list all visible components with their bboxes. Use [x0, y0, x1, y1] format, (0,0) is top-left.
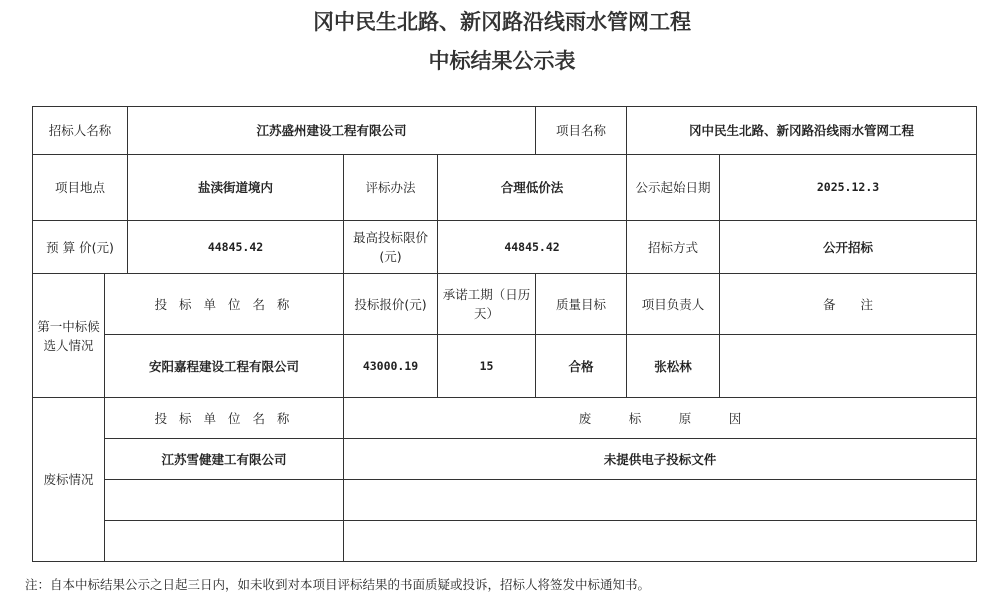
- table-row: [33, 439, 977, 480]
- publish-date-label: 公示起始日期: [627, 155, 720, 221]
- candidate-name: 安阳嘉程建设工程有限公司: [105, 335, 344, 398]
- document-subtitle: 中标结果公示表: [428, 48, 576, 73]
- first-candidate-label: 第一中标候选人情况: [33, 274, 105, 398]
- evaluation-method-label: 评标办法: [344, 155, 438, 221]
- disqualified-bidder: [105, 521, 344, 562]
- max-bid-limit-value: 44845.42: [438, 221, 627, 274]
- tenderer-value: 江苏盛州建设工程有限公司: [128, 107, 536, 155]
- disqualified-reason: [344, 521, 977, 562]
- candidate-period: 15: [438, 335, 536, 398]
- document-title: 冈中民生北路、新冈路沿线雨水管网工程: [313, 9, 691, 34]
- tender-method-label: 招标方式: [627, 221, 720, 274]
- period-header: 承诺工期（日历天）: [438, 274, 536, 335]
- bid-result-table: [32, 106, 977, 562]
- disqualified-reason: [344, 480, 977, 521]
- remarks-header: 备 注: [720, 274, 977, 335]
- location-value: 盐渎街道境内: [128, 155, 344, 221]
- candidate-quality: 合格: [536, 335, 627, 398]
- disqualified-bidder: 江苏雪健建工有限公司: [105, 439, 344, 480]
- evaluation-method-value: 合理低价法: [438, 155, 627, 221]
- candidate-manager: 张松林: [627, 335, 720, 398]
- disqualified-label: 废标情况: [33, 398, 105, 562]
- tenderer-label: 招标人名称: [33, 107, 128, 155]
- quality-header: 质量目标: [536, 274, 627, 335]
- disqualified-reason: 未提供电子投标文件: [344, 439, 977, 480]
- project-name-value: 冈中民生北路、新冈路沿线雨水管网工程: [627, 107, 977, 155]
- manager-header: 项目负责人: [627, 274, 720, 335]
- table-row: [33, 221, 977, 274]
- disqualified-bidder-header: 投 标 单 位 名 称: [105, 398, 344, 439]
- budget-label: 预 算 价(元): [33, 221, 128, 274]
- max-bid-limit-label: 最高投标限价(元): [344, 221, 438, 274]
- table-row: [33, 155, 977, 221]
- table-row: [33, 398, 977, 439]
- candidate-remarks: [720, 335, 977, 398]
- table-row: [33, 107, 977, 155]
- disqualified-bidder: [105, 480, 344, 521]
- disqualified-reason-header: 废 标 原 因: [344, 398, 977, 439]
- bidder-name-header: 投 标 单 位 名 称: [105, 274, 344, 335]
- publish-date-value: 2025.12.3: [720, 155, 977, 221]
- table-row: [33, 335, 977, 398]
- candidate-bid-price: 43000.19: [344, 335, 438, 398]
- location-label: 项目地点: [33, 155, 128, 221]
- footnote: 注：自本中标结果公示之日起三日内，如未收到对本项目评标结果的书面质疑或投诉，招标人将签发中标通知书。: [25, 577, 651, 592]
- project-name-label: 项目名称: [536, 107, 627, 155]
- table-row: [33, 480, 977, 521]
- tender-method-value: 公开招标: [720, 221, 977, 274]
- table-row: [33, 274, 977, 335]
- bid-price-header: 投标报价(元): [344, 274, 438, 335]
- table-row: [33, 521, 977, 562]
- budget-value: 44845.42: [128, 221, 344, 274]
